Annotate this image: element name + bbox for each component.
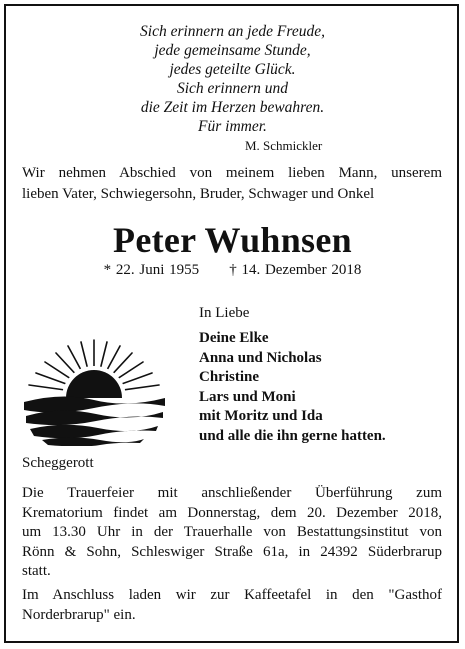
ceremony-line: Die Trauerfeier mit anschließender Überführung zum: [22, 485, 442, 501]
place-name: Scheggerott: [22, 455, 94, 471]
mourner-name: Lars und Moni: [199, 388, 296, 405]
poem-line: Sich erinnern an jede Freude,: [140, 23, 325, 40]
mourner-name: Anna und Nicholas: [199, 349, 322, 366]
intro-line: lieben Vater, Schwiegersohn, Bruder, Schwager und Onkel: [22, 186, 375, 202]
reception-line: Norderbrarup" ein.: [22, 606, 136, 623]
ceremony-line: Krematorium findet am Donnerstag, dem 20. Dezember 2018,: [22, 504, 442, 521]
poem-author: M. Schmickler: [245, 138, 323, 153]
intro-text: [22, 163, 442, 205]
mourner-name: Christine: [199, 369, 259, 385]
poem-line: Für immer.: [198, 118, 267, 135]
death-date: † 14. Dezember 2018: [229, 262, 362, 278]
poem-line: jede gemeinsame Stunde,: [154, 42, 311, 59]
mourner-name: Deine Elke: [199, 330, 269, 346]
ceremony-line: um 13.30 Uhr in der Trauerhalle von Bestattungsinstitut von: [22, 524, 442, 541]
poem-line: Sich erinnern und: [176, 80, 289, 97]
mourner-name: mit Moritz und Ida: [199, 408, 323, 424]
ceremony-line: statt.: [22, 563, 51, 580]
birth-date: * 22. Juni 1955: [103, 262, 200, 278]
ceremony-text: [22, 484, 442, 582]
reception-line: Im Anschluss laden wir zur Kaffeetafel in den "Gasthof: [22, 587, 442, 603]
poem-line: jedes geteilte Glück.: [169, 61, 296, 78]
intro-line: Wir nehmen Abschied von meinem lieben Mann, unserem: [22, 165, 442, 181]
poem: [0, 22, 465, 136]
mourners-list: [199, 329, 386, 446]
ceremony-line: Rönn & Sohn, Schleswiger Straße 61a, in 24392 Süderbrarup: [22, 543, 442, 560]
reception-text: [22, 586, 442, 625]
deceased-name: Peter Wuhnsen: [113, 220, 352, 260]
setting-sun-icon: [22, 336, 167, 446]
mourners-heading: In Liebe: [199, 305, 250, 321]
mourner-name: und alle die ihn gerne hatten.: [199, 427, 386, 444]
poem-line: die Zeit im Herzen bewahren.: [140, 99, 325, 116]
life-dates: [0, 262, 465, 279]
